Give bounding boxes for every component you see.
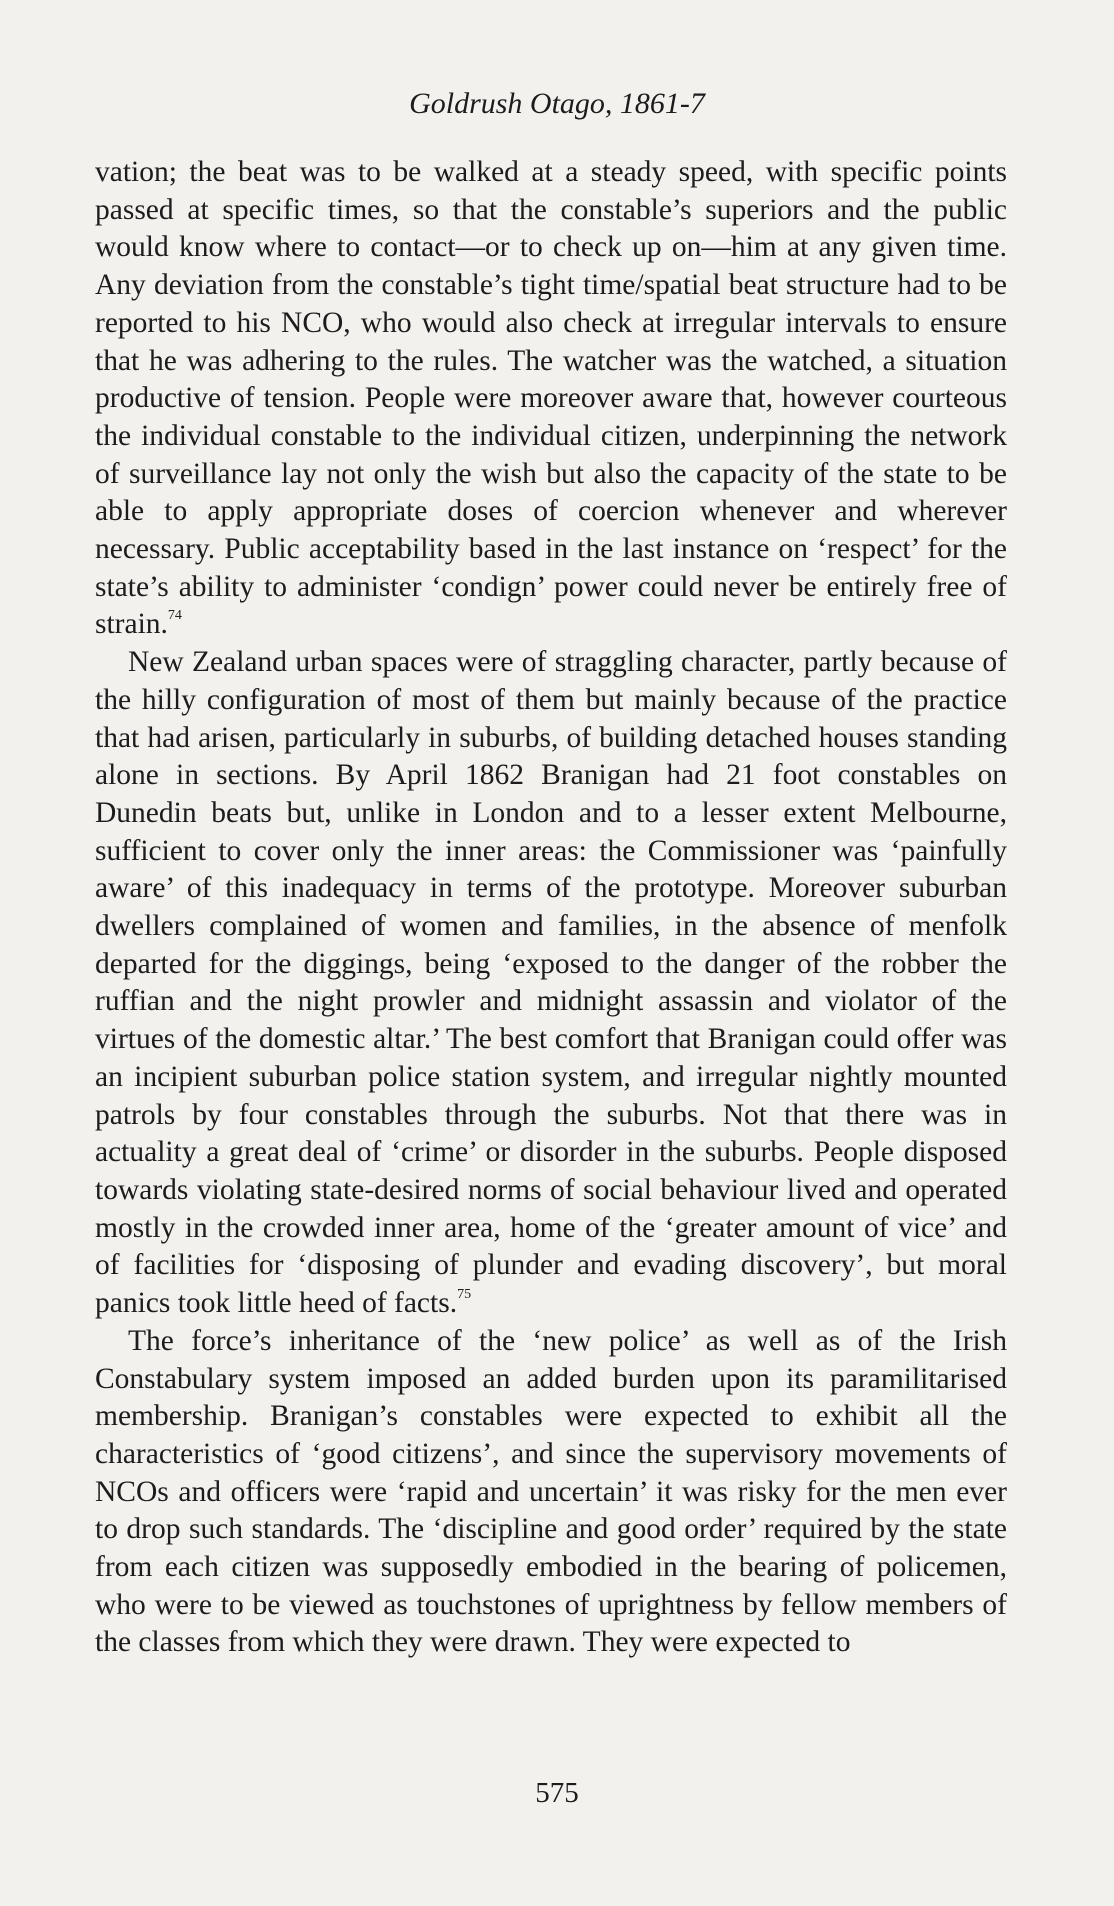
page-number: 575: [535, 1777, 579, 1809]
paragraph-2: [95, 644, 1007, 1323]
body-text: [95, 154, 1007, 1662]
footnote-ref-74: 74: [167, 608, 182, 624]
running-head: Goldrush Otago, 1861-7: [409, 87, 705, 120]
paragraph-2-text: New Zealand urban spaces were of straggling character, partly because of the hilly configuration of most of them but mainly because of the practice that had arisen, particularly in suburbs, of building detached houses standing alone in sections. By April 1862 Branigan had 21 foot constables on Dunedin beats but, unlike in London and to a lesser extent Melbourne, sufficient to cover only the inner areas: the Commissioner was ‘painfully aware’ of this inadequacy in terms of the prototype. Moreover suburban dwellers complained of women and families, in the absence of menfolk departed for the diggings, being ‘exposed to the danger of the robber the ruffian and the night prowler and midnight assassin and violator of the virtues of the domestic altar.’ The best comfort that Branigan could offer was an incipient suburban police station system, and irregular nightly mounted patrols by four constables through the suburbs. Not that there was in actuality a great deal of ‘crime’ or disorder in the suburbs. People disposed towards violating state-desired norms of social behaviour lived and operated mostly in the crowded inner area, home of the ‘greater amount of vice’ and of facilities for ‘disposing of plunder and evading discovery’, but moral panics took little heed of facts.: [95, 646, 1007, 1320]
paragraph-3: [95, 1323, 1007, 1662]
paragraph-1-text: vation; the beat was to be walked at a steady speed, with specific points passed at specific times, so that the constable’s superiors and the public would know where to contact—or to check up on—him at any given time. Any deviation from the constable’s tight time/spatial beat structure had to be reported to his NCO, who would also check at irregular intervals to ensure that he was adhering to the rules. The watcher was the watched, a situation productive of tension. People were moreover aware that, however courteous the individual constable to the individual citizen, underpinning the network of surveillance lay not only the wish but also the capacity of the state to be able to apply appropriate doses of coercion whenever and wherever necessary. Public acceptability based in the last instance on ‘respect’ for the state’s ability to administer ‘condign’ power could never be entirely free of strain.: [95, 156, 1007, 641]
footnote-ref-75: 75: [457, 1287, 472, 1303]
paragraph-1: [95, 154, 1007, 644]
paragraph-3-text: The force’s inheritance of the ‘new police’ as well as of the Irish Constabulary system imposed an added burden upon its paramilitarised membership. Branigan’s constables were expected to exhibit all the characteristics of ‘good citizens’, and since the supervisory movements of NCOs and officers were ‘rapid and uncertain’ it was risky for the men ever to drop such standards. The ‘discipline and good order’ required by the state from each citizen was supposedly embodied in the bearing of policemen, who were to be viewed as touchstones of uprightness by fellow members of the classes from which they were drawn. They were expected to: [95, 1324, 1007, 1659]
